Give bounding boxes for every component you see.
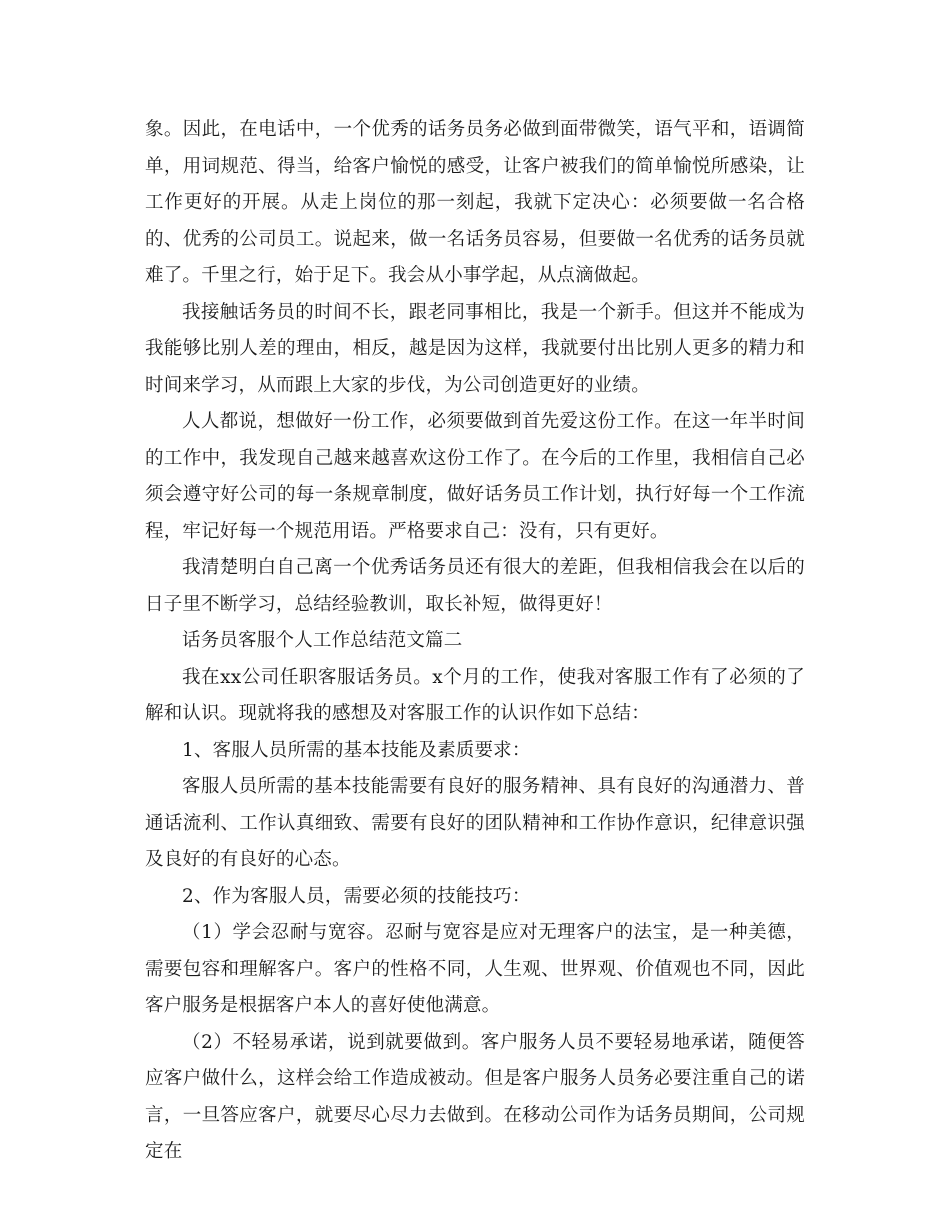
paragraph-4: 我清楚明白自己离一个优秀话务员还有很大的差距，但我相信我会在以后的日子里不断学习，总结经验教训，取长补短，做得更好！ — [145, 557, 805, 615]
paragraph-7: （1）学会忍耐与宽容。忍耐与宽容是应对无理客户的法宝，是一种美德，需要包容和理解客户。客户的性格不同，人生观、世界观、价值观也不同，因此客户服务是根据客户本人的喜好使他满意。 — [145, 922, 805, 1016]
paragraph-3: 人人都说，想做好一份工作，必须要做到首先爱这份工作。在这一年半时间的工作中，我发现自己越来越喜欢这份工作了。在今后的工作里，我相信自己必须会遵守好公司的每一条规章制度，做好话务员工作计划，执行好每一个工作流程，牢记好每一个规范用语。严格要求自己：没有，只有更好。 — [145, 411, 805, 542]
paragraph-8: （2）不轻易承诺，说到就要做到。客户服务人员不要轻易地承诺，随便答应客户做什么，这样会给工作造成被动。但是客户服务人员务必要注重自己的诺言，一旦答应客户，就要尽心尽力去做到。在移动公司作为话务员期间，公司规定在 — [145, 1031, 805, 1162]
paragraph-2: 我接触话务员的时间不长，跟老同事相比，我是一个新手。但这并不能成为我能够比别人差的理由，相反，越是因为这样，我就要付出比别人更多的精力和时间来学习，从而跟上大家的步伐，为公司创造更好的业绩。 — [145, 301, 805, 396]
paragraph-6: 客服人员所需的基本技能需要有良好的服务精神、具有良好的沟通潜力、普通话流利、工作认真细致、需要有良好的团队精神和工作协作意识，纪律意识强及良好的有良好的心态。 — [145, 776, 805, 870]
document-body — [145, 112, 805, 1171]
paragraph-5: 我在xx公司任职客服话务员。x个月的工作，使我对客服工作有了必须的了解和认识。现就将我的感想及对客服工作的认识作如下总结： — [145, 666, 805, 724]
paragraph-1: 象。因此，在电话中，一个优秀的话务员务必做到面带微笑，语气平和，语调简单，用词规范、得当，给客户愉悦的感受，让客户被我们的简单愉悦所感染，让工作更好的开展。从走上岗位的那一刻起，我就下定决心：必须要做一名合格的、优秀的公司员工。说起来，做一名话务员容易，但要做一名优秀的话务员就难了。千里之行，始于足下。我会从小事学起，从点滴做起。 — [145, 119, 805, 286]
section-heading: 话务员客服个人工作总结范文篇二 — [182, 630, 463, 651]
list-heading-2: 2、作为客服人员，需要必须的技能技巧： — [182, 885, 531, 907]
list-heading-1: 1、客服人员所需的基本技能及素质要求： — [182, 739, 531, 761]
